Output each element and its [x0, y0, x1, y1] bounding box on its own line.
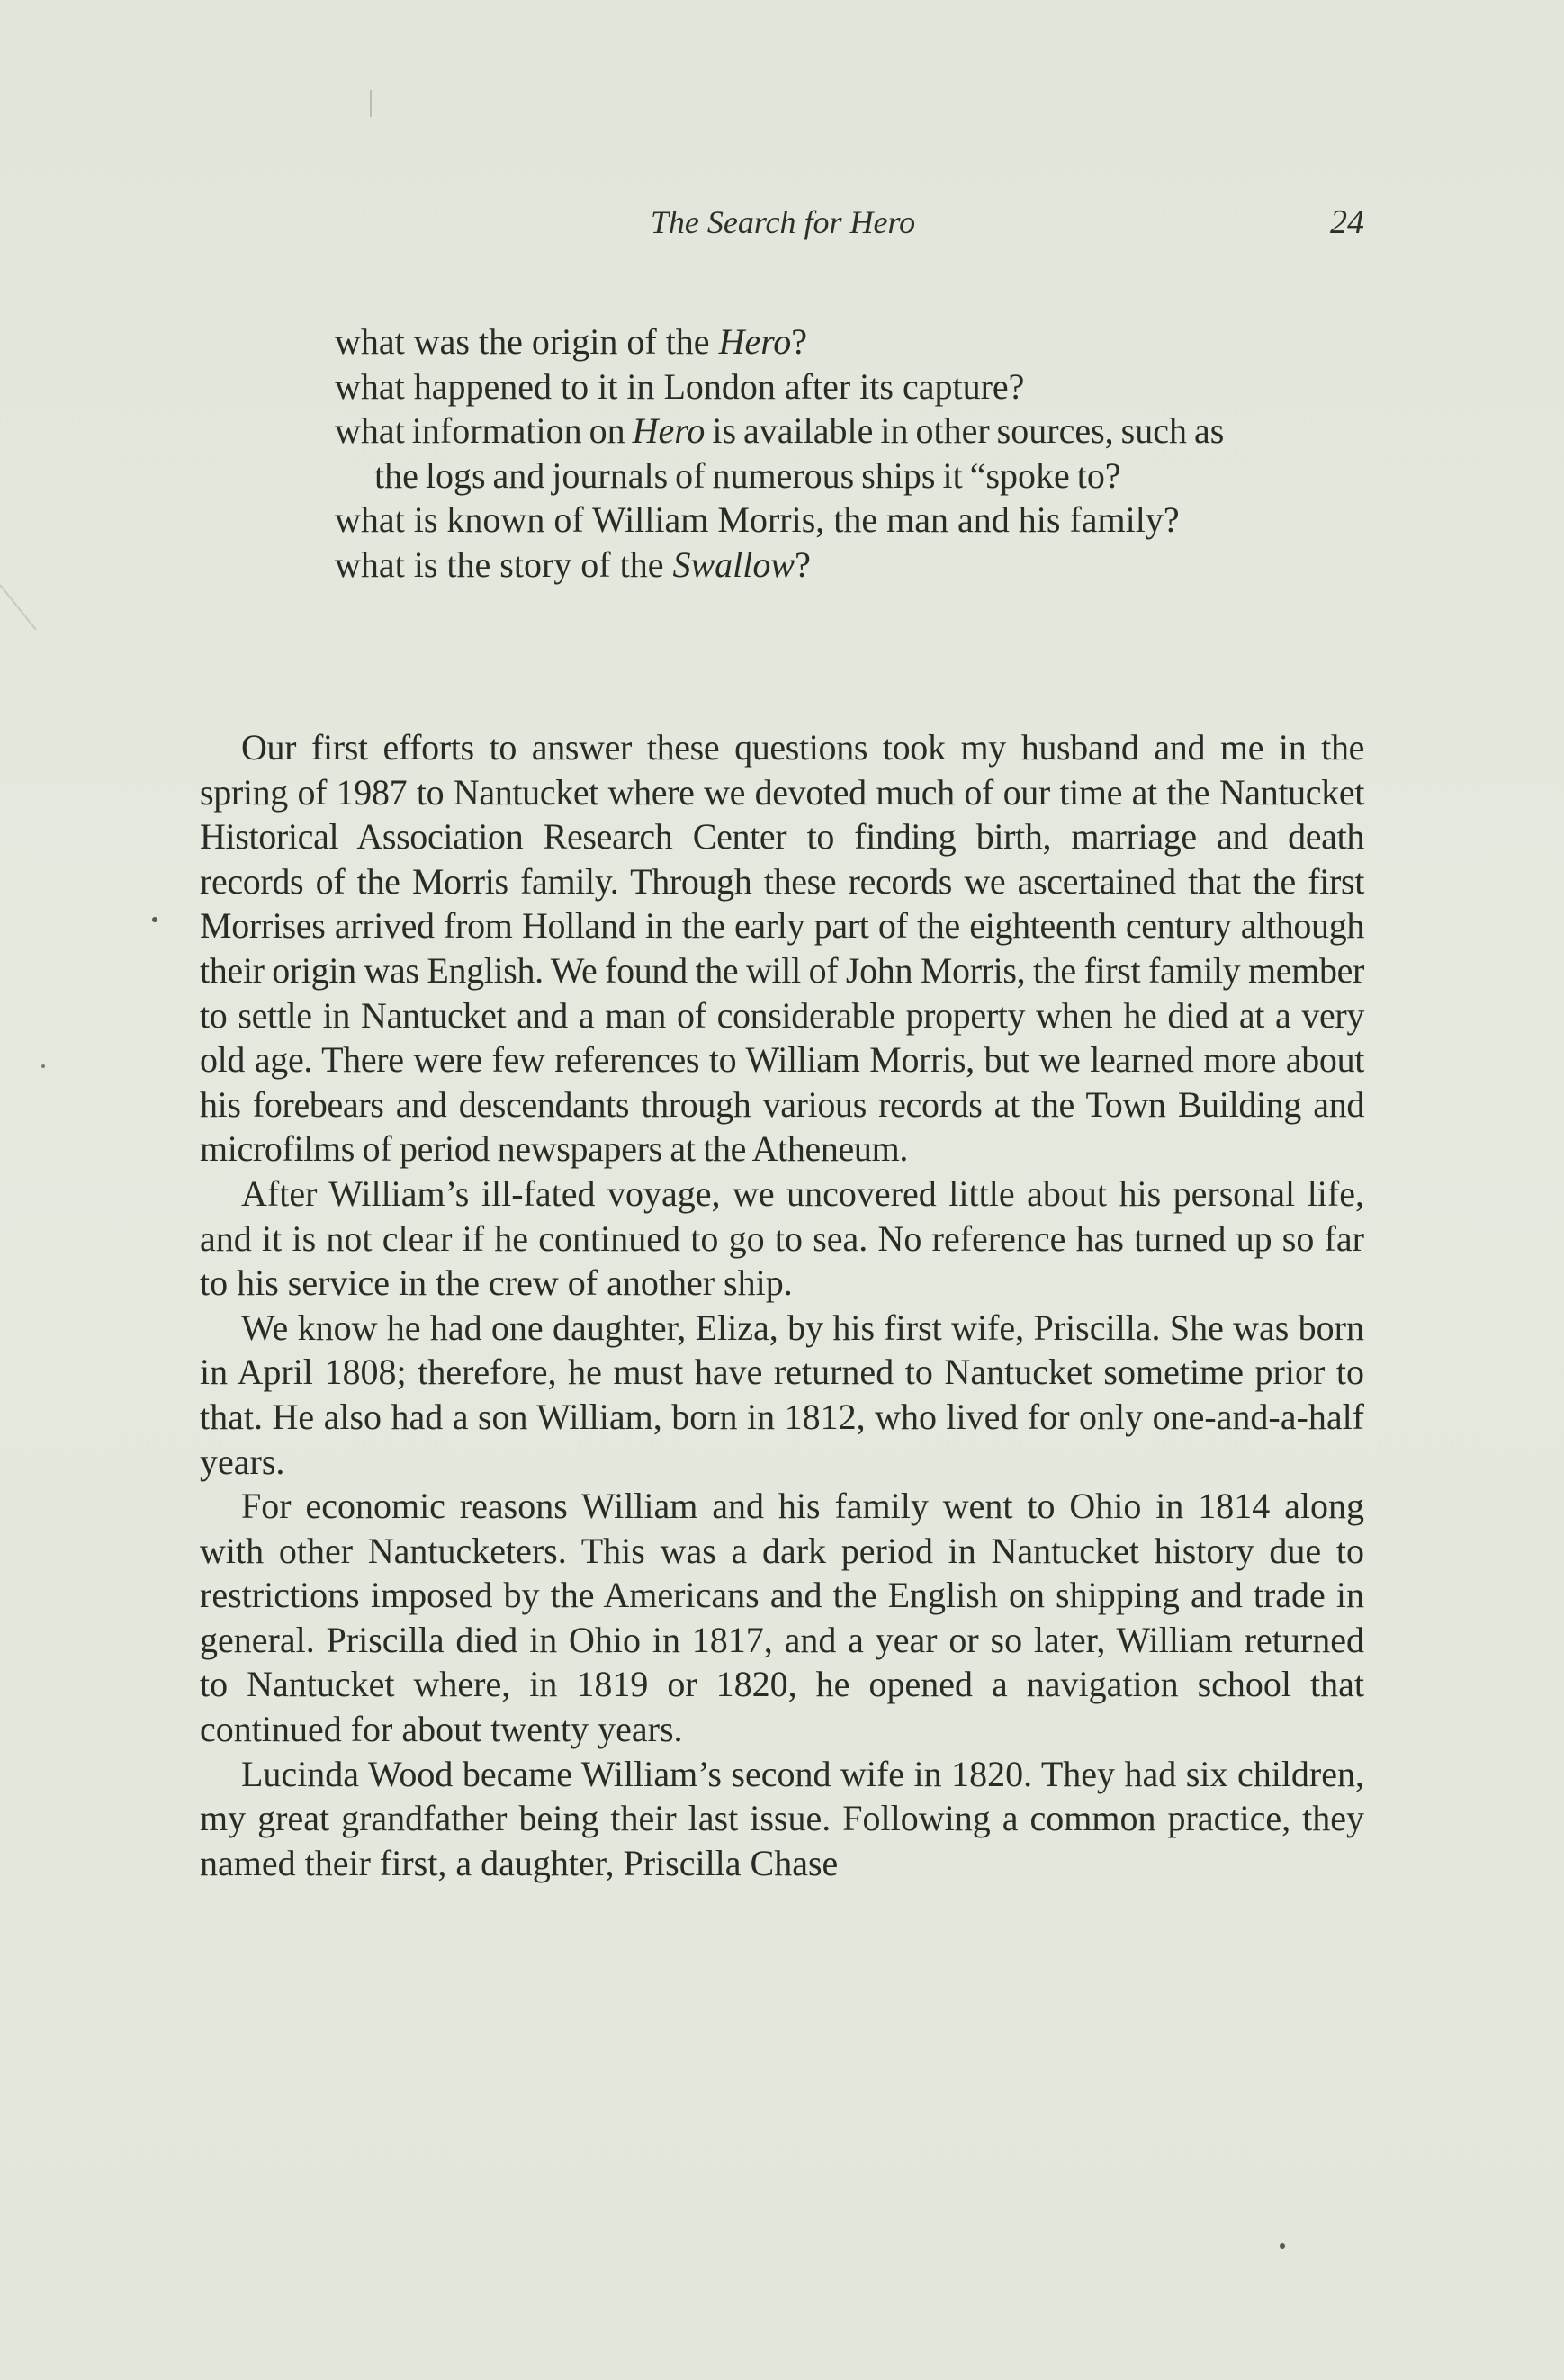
question-list [335, 319, 1235, 587]
question-item: what is known of William Morris, the man and his family? [335, 499, 1180, 540]
paragraph: Our first efforts to answer these questions took my husband and me in the spring of 1987 to Nantucket where we devoted much of our time at the Nantucket Historical Association Research Center to finding birth, marriage and death records of the Morris family. Through these records we ascertained that the first Morrises arrived from Holland in the early part of the eighteenth century although their origin was English. We found the will of John Morris, the first family member to settle in Nantucket and a man of considerable property when he died at a very old age. There were few references to William Morris, but we learned more about his forebears and descendants through various records at the Town Building and microfilms of period newspapers at the Atheneum. [200, 727, 1364, 1170]
running-header [202, 200, 1364, 245]
body-text [200, 725, 1364, 1885]
question-item: what is the story of the Swallow? [335, 543, 811, 585]
question-item: what was the origin of the Hero? [335, 321, 808, 362]
page-number: 24 [1330, 203, 1364, 241]
paragraph: For economic reasons William and his family went to Ohio in 1814 along with other Nantucketers. This was a dark period in Nantucket history due to restrictions imposed by the Americans and the English on shipping and trade in general. Priscilla died in Ohio in 1817, and a year or so later, William returned to Nantucket where, in 1819 or 1820, he opened a navigation school that continued for about twenty years. [200, 1486, 1364, 1750]
running-title: The Search for Hero [650, 204, 916, 240]
question-item: what happened to it in London after its capture? [335, 365, 1025, 407]
paragraph: We know he had one daughter, Eliza, by his first wife, Priscilla. She was born in April 1808; therefore, he must have returned to Nantucket sometime prior to that. He also had a son William, born in 1812, who lived for only one-and-a-half years. [200, 1307, 1364, 1482]
paragraph: Lucinda Wood became William’s second wife in 1820. They had six children, my great grandfather being their last issue. Following a common practice, they named their first, a daughter, Priscilla Chase [200, 1753, 1364, 1883]
paragraph: After William’s ill-fated voyage, we uncovered little about his personal life, and it is not clear if he continued to go to sea. No reference has turned up so far to his service in the crew of another ship. [200, 1172, 1364, 1304]
question-item: what information on Hero is available in other sources, such as the logs and journals of numerous ships it “spoke to? [335, 410, 1225, 496]
